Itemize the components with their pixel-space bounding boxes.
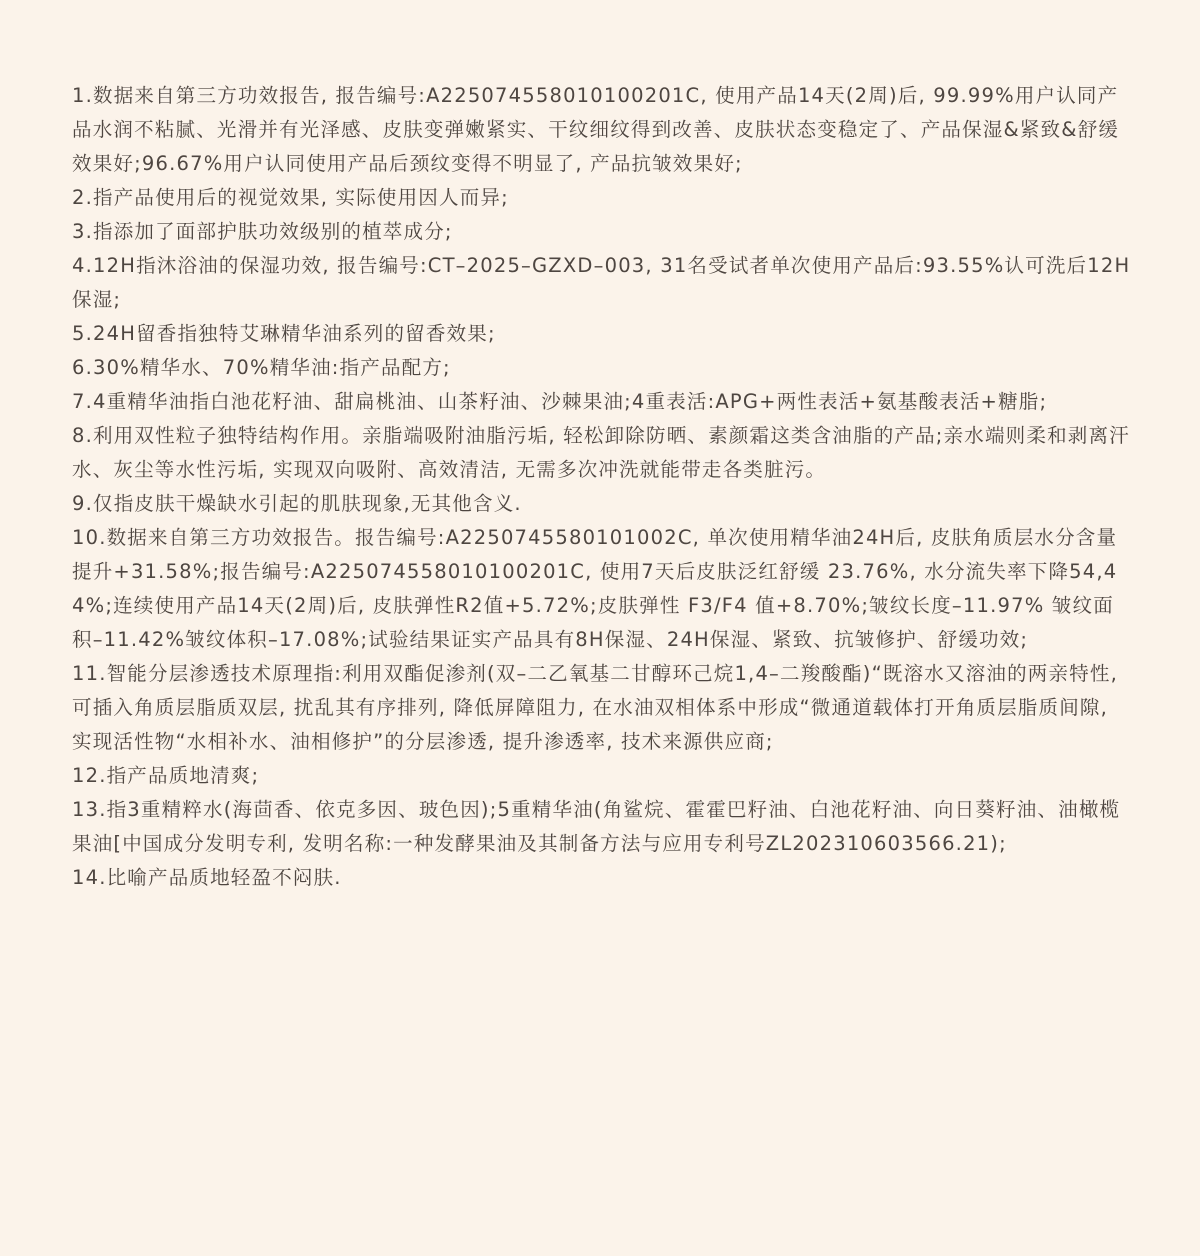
footnote-list [72, 79, 1132, 895]
footnote-1: 1.数据来自第三方功效报告, 报告编号:A225074558010100201C, 使用产品14天(2周)后, 99.99%用户认同产品水润不粘腻、光滑并有光泽感、皮肤变弹嫩紧实、干纹细纹得到改善、皮肤状态变稳定了、产品保湿&紧致&舒缓效果好;96.67%用户认同使用产品后颈纹变得不明显了, 产品抗皱效果好; [72, 84, 1120, 175]
footnote-7: 7.4重精华油指白池花籽油、甜扁桃油、山茶籽油、沙棘果油;4重表活:APG+两性表活+氨基酸表活+糖脂; [72, 390, 1048, 413]
footnote-6: 6.30%精华水、70%精华油:指产品配方; [72, 356, 451, 379]
footnote-12: 12.指产品质地清爽; [72, 764, 260, 787]
footnote-8: 8.利用双性粒子独特结构作用。亲脂端吸附油脂污垢, 轻松卸除防晒、素颜霜这类含油脂的产品;亲水端则柔和剥离汗水、灰尘等水性污垢, 实现双向吸附、高效清洁, 无需多次冲洗就能带走各类脏污。 [72, 424, 1130, 481]
footnote-4: 4.12H指沐浴油的保湿功效, 报告编号:CT–2025–GZXD–003, 31名受试者单次使用产品后:93.55%认可洗后12H保湿; [72, 254, 1131, 311]
footnote-10: 10.数据来自第三方功效报告。报告编号:A2250745580101002C, 单次使用精华油24H后, 皮肤角质层水分含量提升+31.58%;报告编号:A225074558010100201C, 使用7天后皮肤泛红舒缓 23.76%, 水分流失率下降54,44%;连续使用产品14天(2周)后, 皮肤弹性R2值+5.72%;皮肤弹性 F3/F4 值+8.70%;皱纹长度–11.97% 皱纹面积–11.42%皱纹体积–17.08%;试验结果证实产品具有8H保湿、24H保湿、紧致、抗皱修护、舒缓功效; [72, 526, 1118, 651]
footnote-9: 9.仅指皮肤干燥缺水引起的肌肤现象,无其他含义. [72, 492, 522, 515]
footnote-5: 5.24H留香指独特艾琳精华油系列的留香效果; [72, 322, 496, 345]
footnote-2: 2.指产品使用后的视觉效果, 实际使用因人而异; [72, 186, 509, 209]
footnote-11: 11.智能分层渗透技术原理指:利用双酯促渗剂(双–二乙氧基二甘醇环己烷1,4–二羧酸酯)“既溶水又溶油的两亲特性, 可插入角质层脂质双层, 扰乱其有序排列, 降低屏障阻力, 在水油双相体系中形成“微通道载体打开角质层脂质间隙, 实现活性物“水相补水、油相修护”的分层渗透, 提升渗透率, 技术来源供应商; [72, 662, 1119, 753]
footnote-14: 14.比喻产品质地轻盈不闷肤. [72, 866, 342, 889]
footnote-3: 3.指添加了面部护肤功效级别的植萃成分; [72, 220, 453, 243]
footnote-13: 13.指3重精粹水(海茴香、依克多因、玻色因);5重精华油(角鲨烷、霍霍巴籽油、白池花籽油、向日葵籽油、油橄榄果油[中国成分发明专利, 发明名称:一种发酵果油及其制备方法与应用专利号ZL202310603566.21); [72, 798, 1121, 855]
